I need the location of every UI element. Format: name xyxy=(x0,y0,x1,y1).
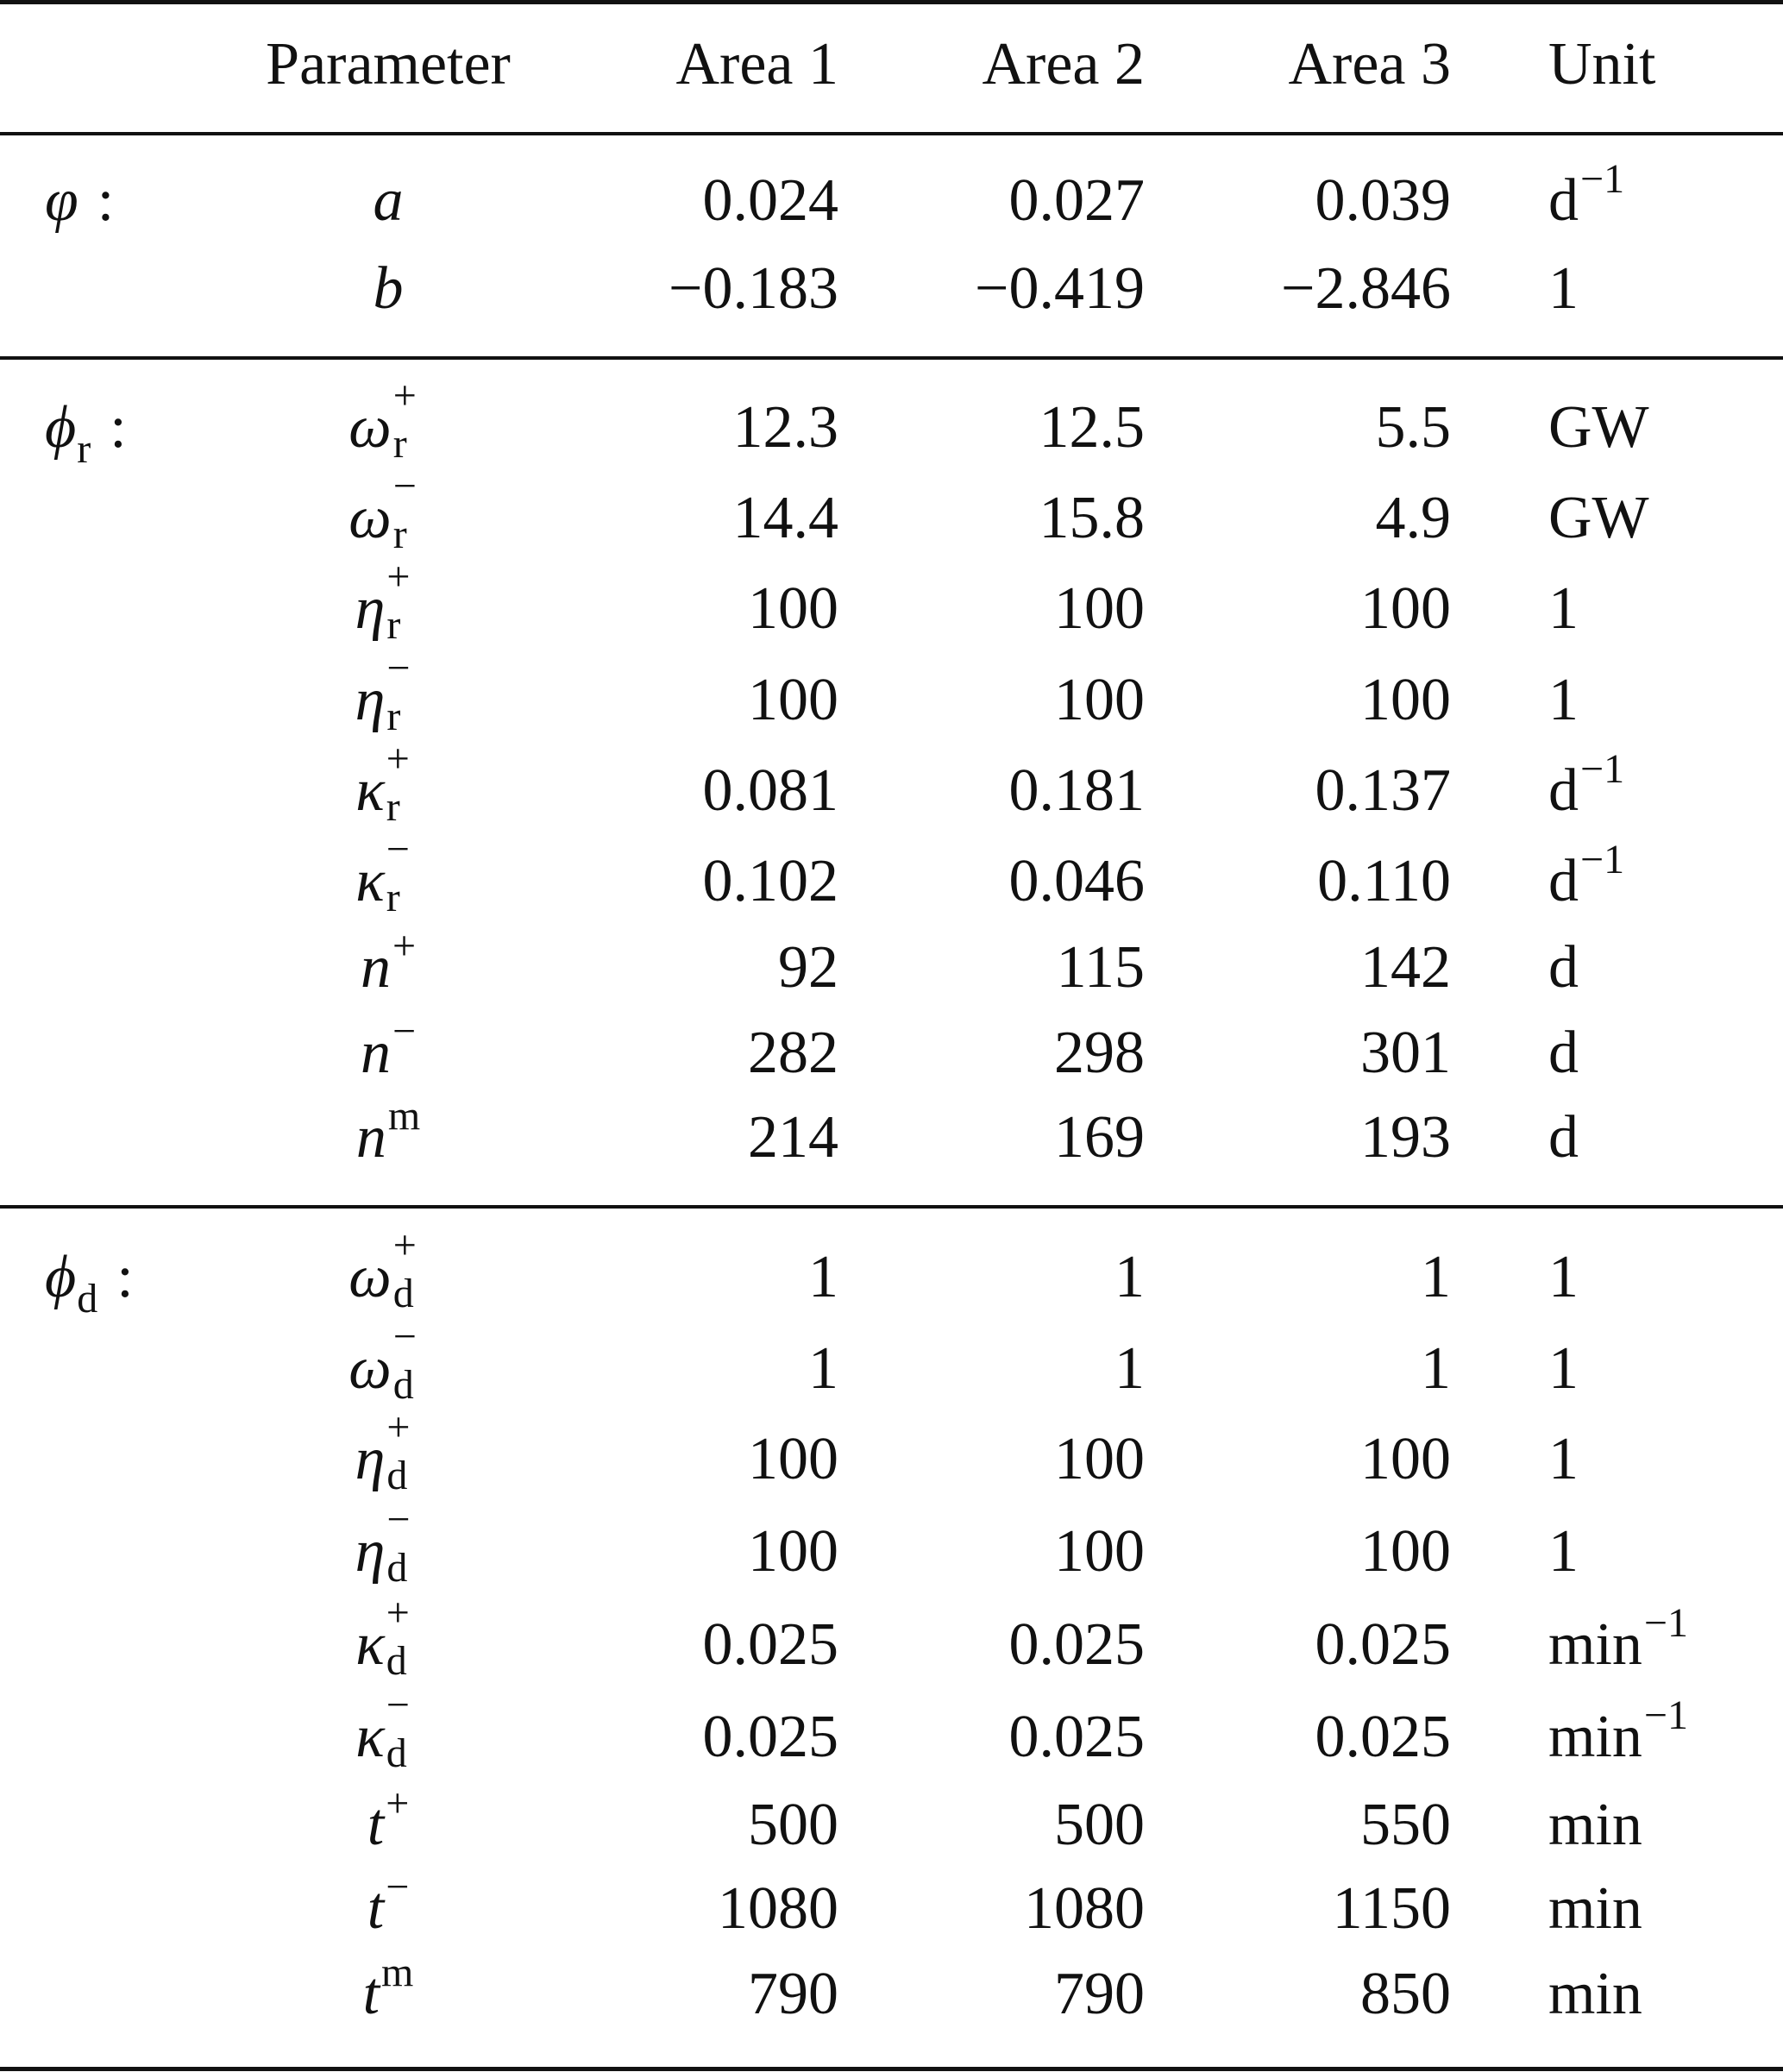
parameter-base: n xyxy=(360,934,391,1001)
parameter-superscript: − xyxy=(386,1682,410,1728)
unit-cell xyxy=(1548,1600,1688,1678)
unit-base: 1 xyxy=(1548,1244,1579,1310)
parameter-scripts xyxy=(386,1590,421,1684)
value-area-3: 100 xyxy=(1360,667,1451,733)
value-area-1: 92 xyxy=(778,934,838,1001)
parameter-scripts xyxy=(386,736,421,830)
group-symbol: ϕ xyxy=(45,1244,77,1310)
value-area-2: 1 xyxy=(1114,1335,1145,1402)
parameter-subscript: d xyxy=(386,1453,408,1498)
parameter-symbol xyxy=(355,1497,422,1591)
value-area-1: 100 xyxy=(748,667,838,733)
parameter-subscript: r xyxy=(392,421,407,467)
value-area-2: 100 xyxy=(1054,667,1145,733)
value-area-3: 100 xyxy=(1360,1518,1451,1585)
parameter-superscript: − xyxy=(386,826,410,872)
parameter-subscript: r xyxy=(386,602,401,648)
parameter-symbol xyxy=(355,554,422,648)
parameter-base: t xyxy=(367,1792,385,1858)
value-area-2: 0.046 xyxy=(1008,848,1145,914)
header-unit: Unit xyxy=(1548,31,1656,97)
value-area-3: 4.9 xyxy=(1375,485,1451,551)
value-area-1: 100 xyxy=(748,1426,838,1492)
value-area-1: 100 xyxy=(748,575,838,642)
unit-superscript: −1 xyxy=(1580,156,1625,202)
parameter-symbol xyxy=(373,255,404,322)
parameter-superscript: + xyxy=(386,1590,410,1636)
unit-base: min xyxy=(1548,1704,1642,1770)
parameter-base: ω xyxy=(348,1335,392,1402)
unit-cell xyxy=(1548,934,1579,1001)
value-area-2: 0.027 xyxy=(1008,167,1145,234)
unit-base: d xyxy=(1548,1104,1579,1171)
unit-base: d xyxy=(1548,848,1579,914)
unit-cell xyxy=(1548,485,1649,551)
group-subscript: d xyxy=(77,1276,98,1322)
value-area-3: 0.110 xyxy=(1317,848,1451,914)
parameter-subscript: r xyxy=(392,512,407,557)
value-area-1: 1 xyxy=(808,1244,838,1310)
value-area-2: 100 xyxy=(1054,1426,1145,1492)
parameter-symbol xyxy=(362,1950,414,2027)
group-symbol: φ xyxy=(45,167,78,234)
unit-cell xyxy=(1548,394,1649,461)
value-area-3: −2.846 xyxy=(1281,255,1451,322)
parameter-subscript: d xyxy=(386,1545,408,1591)
parameter-base: κ xyxy=(355,848,385,914)
header-area-1: Area 1 xyxy=(675,31,838,97)
parameter-scripts xyxy=(392,373,428,467)
value-area-1: 500 xyxy=(748,1792,838,1858)
parameter-base: b xyxy=(373,255,404,322)
value-area-1: 1 xyxy=(808,1335,838,1402)
parameter-superscript: + xyxy=(392,373,417,418)
parameter-symbol xyxy=(360,923,417,1001)
unit-superscript: −1 xyxy=(1643,1600,1688,1646)
header-area-2: Area 2 xyxy=(982,31,1145,97)
value-area-1: 1080 xyxy=(718,1875,838,1942)
unit-base: d xyxy=(1548,757,1579,824)
parameter-base: ω xyxy=(348,394,392,461)
unit-cell xyxy=(1548,746,1625,824)
parameter-superscript: m xyxy=(381,1950,414,1995)
parameter-base: t xyxy=(362,1961,380,2027)
parameter-base: η xyxy=(355,667,386,733)
unit-base: GW xyxy=(1548,485,1649,551)
parameter-subscript: r xyxy=(386,875,400,920)
parameter-superscript: + xyxy=(386,1404,411,1450)
parameter-subscript: d xyxy=(392,1362,414,1408)
parameter-superscript: − xyxy=(386,645,411,691)
unit-base: GW xyxy=(1548,394,1649,461)
unit-cell xyxy=(1548,837,1625,914)
value-area-1: 0.024 xyxy=(702,167,838,234)
value-area-2: 298 xyxy=(1054,1020,1145,1086)
value-area-2: 1080 xyxy=(1024,1875,1145,1942)
unit-cell xyxy=(1548,1518,1579,1585)
header-area-3: Area 3 xyxy=(1288,31,1451,97)
parameter-symbol xyxy=(355,826,421,920)
parameter-scripts xyxy=(392,1314,428,1408)
value-area-1: 12.3 xyxy=(732,394,838,461)
unit-base: 1 xyxy=(1548,1518,1579,1585)
value-area-3: 1 xyxy=(1421,1335,1451,1402)
parameter-symbol xyxy=(355,736,421,830)
value-area-2: 169 xyxy=(1054,1104,1145,1171)
parameter-scripts xyxy=(386,554,421,648)
parameter-superscript: + xyxy=(392,1222,417,1268)
value-area-3: 0.137 xyxy=(1315,757,1451,824)
parameter-symbol xyxy=(355,1590,421,1684)
parameter-scripts xyxy=(386,1497,421,1591)
value-area-3: 0.025 xyxy=(1315,1611,1451,1678)
unit-base: min xyxy=(1548,1961,1642,2027)
section-rule-1 xyxy=(0,356,1783,360)
value-area-2: 790 xyxy=(1054,1961,1145,2027)
value-area-3: 850 xyxy=(1360,1961,1451,2027)
unit-cell xyxy=(1548,1426,1579,1492)
parameter-scripts xyxy=(392,1222,428,1316)
value-area-1: 0.025 xyxy=(702,1704,838,1770)
value-area-1: 282 xyxy=(748,1020,838,1086)
value-area-3: 100 xyxy=(1360,575,1451,642)
parameter-superscript: + xyxy=(386,736,410,782)
group-colon: : xyxy=(97,167,115,234)
unit-superscript: −1 xyxy=(1643,1692,1688,1738)
parameter-base: t xyxy=(367,1875,385,1942)
value-area-3: 100 xyxy=(1360,1426,1451,1492)
parameter-symbol xyxy=(348,1222,427,1316)
value-area-2: 500 xyxy=(1054,1792,1145,1858)
parameter-symbol xyxy=(348,373,427,467)
unit-base: d xyxy=(1548,1020,1579,1086)
value-area-3: 1150 xyxy=(1332,1875,1451,1942)
top-rule xyxy=(0,0,1783,4)
value-area-1: −0.183 xyxy=(669,255,838,322)
value-area-3: 142 xyxy=(1360,934,1451,1001)
parameter-symbol xyxy=(367,1780,410,1858)
parameter-base: κ xyxy=(355,1611,385,1678)
unit-base: d xyxy=(1548,167,1579,234)
parameter-superscript: − xyxy=(386,1497,411,1542)
parameter-superscript: − xyxy=(392,1314,417,1359)
value-area-3: 1 xyxy=(1421,1244,1451,1310)
parameter-base: ω xyxy=(348,1244,392,1310)
value-area-3: 193 xyxy=(1360,1104,1451,1171)
value-area-1: 100 xyxy=(748,1518,838,1585)
parameter-base: a xyxy=(373,167,404,234)
unit-base: 1 xyxy=(1548,575,1579,642)
unit-superscript: −1 xyxy=(1580,746,1625,792)
parameter-superscript: − xyxy=(392,1008,417,1054)
parameter-subscript: r xyxy=(386,784,400,830)
unit-cell xyxy=(1548,1875,1642,1942)
value-area-2: 115 xyxy=(1056,934,1145,1001)
parameter-scripts xyxy=(386,1404,421,1498)
parameter-superscript: − xyxy=(386,1864,410,1910)
unit-cell xyxy=(1548,1692,1688,1770)
value-area-3: 550 xyxy=(1360,1792,1451,1858)
value-area-2: 0.025 xyxy=(1008,1611,1145,1678)
value-area-1: 790 xyxy=(748,1961,838,2027)
value-area-2: 0.025 xyxy=(1008,1704,1145,1770)
parameter-symbol xyxy=(367,1864,410,1942)
value-area-1: 0.102 xyxy=(702,848,838,914)
unit-cell xyxy=(1548,667,1579,733)
parameter-superscript: + xyxy=(386,554,411,600)
parameter-symbol xyxy=(373,167,404,234)
unit-base: 1 xyxy=(1548,667,1579,733)
value-area-2: 0.181 xyxy=(1008,757,1145,824)
parameter-subscript: d xyxy=(392,1271,414,1316)
parameter-subscript: d xyxy=(386,1638,407,1684)
unit-cell xyxy=(1548,255,1579,322)
unit-superscript: −1 xyxy=(1580,837,1625,882)
parameter-base: κ xyxy=(355,1704,385,1770)
parameter-base: n xyxy=(355,1104,386,1171)
parameter-superscript: m xyxy=(387,1093,421,1139)
parameter-scripts xyxy=(386,645,421,739)
value-area-3: 0.025 xyxy=(1315,1704,1451,1770)
group-colon: : xyxy=(110,394,127,461)
value-area-2: 15.8 xyxy=(1039,485,1145,551)
value-area-1: 0.081 xyxy=(702,757,838,824)
section-group-label xyxy=(45,1244,134,1322)
parameter-superscript: + xyxy=(392,923,417,969)
value-area-2: 1 xyxy=(1114,1244,1145,1310)
value-area-1: 0.025 xyxy=(702,1611,838,1678)
parameter-base: ω xyxy=(348,485,392,551)
unit-cell xyxy=(1548,1020,1579,1086)
unit-base: 1 xyxy=(1548,255,1579,322)
unit-base: min xyxy=(1548,1875,1642,1942)
parameter-base: n xyxy=(360,1020,391,1086)
parameter-subscript: d xyxy=(386,1730,407,1776)
parameter-base: η xyxy=(355,1518,386,1585)
parameter-base: η xyxy=(355,1426,386,1492)
unit-cell xyxy=(1548,1961,1642,2027)
value-area-2: 100 xyxy=(1054,1518,1145,1585)
group-colon: : xyxy=(116,1244,134,1310)
header-rule xyxy=(0,132,1783,135)
unit-base: 1 xyxy=(1548,1335,1579,1402)
header-parameter: Parameter xyxy=(266,31,511,97)
parameter-subscript: r xyxy=(386,694,401,739)
unit-cell xyxy=(1548,156,1625,234)
bottom-rule xyxy=(0,2067,1783,2071)
parameter-superscript: + xyxy=(386,1780,410,1826)
value-area-2: −0.419 xyxy=(975,255,1145,322)
unit-cell xyxy=(1548,1104,1579,1171)
parameter-scripts xyxy=(386,826,421,920)
section-group-label xyxy=(45,394,127,472)
unit-cell xyxy=(1548,1244,1579,1310)
group-subscript: r xyxy=(77,426,91,472)
unit-cell xyxy=(1548,1335,1579,1402)
unit-cell xyxy=(1548,575,1579,642)
parameter-symbol xyxy=(355,1682,421,1776)
parameter-superscript: − xyxy=(392,463,417,509)
unit-base: d xyxy=(1548,934,1579,1001)
parameter-base: κ xyxy=(355,757,385,824)
parameter-scripts xyxy=(392,463,428,557)
section-rule-2 xyxy=(0,1205,1783,1209)
unit-base: min xyxy=(1548,1611,1642,1678)
value-area-3: 301 xyxy=(1360,1020,1451,1086)
value-area-1: 14.4 xyxy=(732,485,838,551)
parameter-symbol xyxy=(348,1314,427,1408)
parameter-symbol xyxy=(355,1093,421,1171)
value-area-3: 5.5 xyxy=(1375,394,1451,461)
value-area-2: 100 xyxy=(1054,575,1145,642)
parameter-symbol xyxy=(360,1008,417,1086)
unit-base: min xyxy=(1548,1792,1642,1858)
unit-cell xyxy=(1548,1792,1642,1858)
section-group-label xyxy=(45,167,115,234)
parameter-symbol xyxy=(355,1404,422,1498)
group-symbol: ϕ xyxy=(45,394,77,461)
value-area-1: 214 xyxy=(748,1104,838,1171)
parameter-base: η xyxy=(355,575,386,642)
parameter-scripts xyxy=(386,1682,421,1776)
parameter-symbol xyxy=(355,645,422,739)
value-area-3: 0.039 xyxy=(1315,167,1451,234)
unit-base: 1 xyxy=(1548,1426,1579,1492)
parameter-symbol xyxy=(348,463,427,557)
value-area-2: 12.5 xyxy=(1039,394,1145,461)
